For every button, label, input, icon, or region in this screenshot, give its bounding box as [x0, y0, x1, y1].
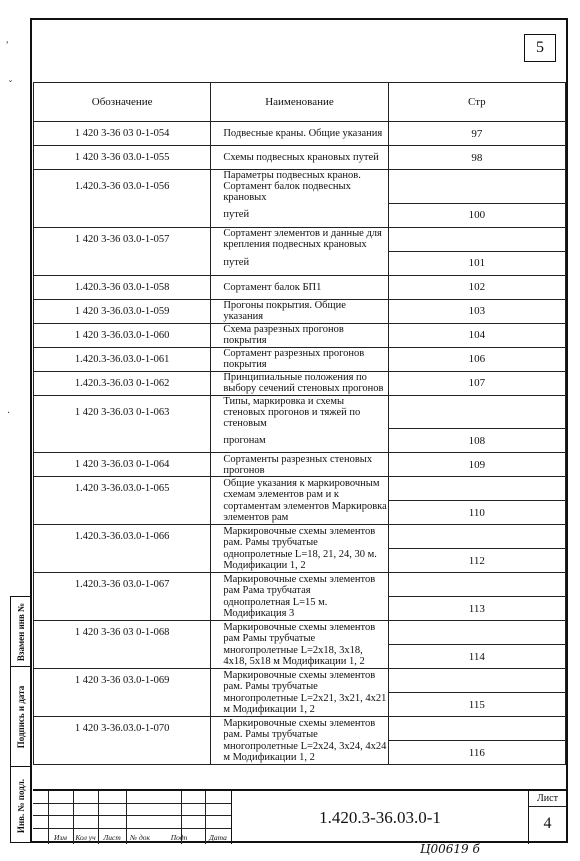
- table-row: [34, 371, 566, 395]
- sidebar-cell-replace: [11, 597, 31, 667]
- row-name: Сортамент элементов и данные для крепления подвесных крановых: [211, 227, 388, 251]
- row-code: 1 420 3-36.03.0-1-059: [34, 299, 211, 323]
- table-row: [34, 645, 566, 669]
- row-code: 1.420.3-36.03 0-1-062: [34, 371, 211, 395]
- stamp-label-izm: Изм: [54, 833, 67, 842]
- table-row: [34, 621, 566, 645]
- row-name: путей: [211, 251, 388, 275]
- stamp-label-list: Лист: [103, 833, 121, 842]
- approval-sidebar: [10, 596, 30, 843]
- column-header-code: Обозначение: [34, 83, 211, 122]
- sidebar-cell-sign: [11, 667, 31, 767]
- table-row: [34, 549, 566, 573]
- table-row: [34, 693, 566, 717]
- row-page: [388, 669, 565, 693]
- table-row: [34, 203, 566, 227]
- row-page: [388, 621, 565, 645]
- row-page: [388, 477, 565, 501]
- row-code: [34, 251, 211, 275]
- row-code: 1 420 3-36 03 0-1-054: [34, 122, 211, 146]
- row-page: 113: [388, 597, 565, 621]
- sidebar-label-inv: Инв. № подл.: [16, 778, 26, 833]
- sidebar-label-replace: Взамен инв №: [16, 602, 26, 661]
- column-header-name: Наименование: [211, 83, 388, 122]
- table-row: [34, 525, 566, 549]
- table-row: [34, 275, 566, 299]
- handwritten-note: Ц00619 б: [420, 842, 480, 856]
- sidebar-label-sign: Подпись и дата: [16, 685, 26, 748]
- row-page: 116: [388, 741, 565, 765]
- row-code: 1 420 3-36 03.0-1-055: [34, 146, 211, 170]
- row-page: 102: [388, 275, 565, 299]
- row-code: 1 420 3-36 03 0-1-068: [34, 621, 211, 645]
- table-row: [34, 323, 566, 347]
- row-name: Принципиальные положения по выбору сечений стеновых прогонов: [211, 371, 388, 395]
- row-page: 106: [388, 347, 565, 371]
- row-name: Маркировочные схемы элементов рам Рама трубчатая: [211, 573, 388, 597]
- row-page: 104: [388, 323, 565, 347]
- row-name: Маркировочные схемы элементов рам. Рамы трубчатые: [211, 525, 388, 549]
- stamp-label-date: Дата: [209, 833, 227, 842]
- row-code: [34, 501, 211, 525]
- stamp-label-sign: Подп: [170, 833, 188, 842]
- table-row: [34, 299, 566, 323]
- row-name: многопролетные L=2x21, 3x21, 4x21 м Модификации 1, 2: [211, 693, 388, 717]
- stamp-label-doc: № док: [130, 833, 150, 842]
- row-name: путей: [211, 203, 388, 227]
- row-page: 98: [388, 146, 565, 170]
- row-code: 1.420.3-36 03.0-1-067: [34, 573, 211, 597]
- row-page: 107: [388, 371, 565, 395]
- row-code: 1 420 3-36 03.0-1-057: [34, 227, 211, 251]
- sheet-number: 4: [543, 815, 552, 832]
- row-page: [388, 170, 565, 204]
- row-name: Сортамент разрезных прогонов покрытия: [211, 347, 388, 371]
- margin-mark: ˇ: [8, 80, 13, 91]
- row-code: 1.420.3-36.03.0-1-061: [34, 347, 211, 371]
- row-page: 103: [388, 299, 565, 323]
- stamp-label-kol: Кол уч: [75, 833, 96, 842]
- row-name: Маркировочные схемы элементов рам. Рамы трубчатые: [211, 669, 388, 693]
- row-page: [388, 525, 565, 549]
- table-row: [34, 669, 566, 693]
- title-block-grid: [33, 791, 231, 844]
- row-code: 1.420 3-36.03.0-1-065: [34, 477, 211, 501]
- row-code: 1 420 3-36.03.0-1-070: [34, 717, 211, 741]
- row-name: Сортаменты разрезных стеновых прогонов: [211, 453, 388, 477]
- row-name: Сортамент балок БП1: [211, 275, 388, 299]
- table-row: [34, 501, 566, 525]
- column-header-page: Стр: [388, 83, 565, 122]
- row-code: 1 420 3-36.03 0-1-064: [34, 453, 211, 477]
- row-name: сортаментам элементов Маркировка элементов рам: [211, 501, 388, 525]
- row-name: Подвесные краны. Общие указания: [211, 122, 388, 146]
- row-name: Схемы подвесных крановых путей: [211, 146, 388, 170]
- row-page: 110: [388, 501, 565, 525]
- row-code: [34, 549, 211, 573]
- row-page: 108: [388, 429, 565, 453]
- row-page: 101: [388, 251, 565, 275]
- row-name: Маркировочные схемы элементов рам Рамы трубчатые: [211, 621, 388, 645]
- row-code: [34, 429, 211, 453]
- row-page: [388, 717, 565, 741]
- page-number-top: 5: [524, 34, 556, 62]
- row-code: 1.420.3-36 03.0-1-056: [34, 170, 211, 204]
- row-page: 97: [388, 122, 565, 146]
- row-name: Общие указания к маркировочным схемам элементов рам и к: [211, 477, 388, 501]
- sheet-label: Лист: [529, 791, 566, 807]
- contents-table: [33, 82, 566, 765]
- row-page: [388, 227, 565, 251]
- table-row: [34, 477, 566, 501]
- row-code: 1 420 3-36.03 0-1-063: [34, 395, 211, 429]
- row-name: Маркировочные схемы элементов рам. Рамы трубчатые: [211, 717, 388, 741]
- row-page: 109: [388, 453, 565, 477]
- table-row: [34, 573, 566, 597]
- row-code: 1.420.3-36 03.0-1-058: [34, 275, 211, 299]
- row-name: многопролетные L=2x18, 3x18, 4x18, 5x18 м Модификации 1, 2: [211, 645, 388, 669]
- row-name: Схема разрезных прогонов покрытия: [211, 323, 388, 347]
- row-code: 1 420 3-36.03.0-1-060: [34, 323, 211, 347]
- row-name: Параметры подвесных кранов. Сортамент балок подвесных крановых: [211, 170, 388, 204]
- document-designation: 1.420.3-36.03.0-1: [231, 791, 528, 844]
- sidebar-cell-inv: [11, 767, 31, 844]
- table-row: [34, 741, 566, 765]
- table-row: [34, 251, 566, 275]
- title-block: [33, 789, 566, 844]
- sheet-box: [528, 791, 566, 844]
- row-name: однопролетные L=18, 21, 24, 30 м. Модификации 1, 2: [211, 549, 388, 573]
- row-code: 1 420 3-36 03.0-1-069: [34, 669, 211, 693]
- row-page: 112: [388, 549, 565, 573]
- row-name: прогонам: [211, 429, 388, 453]
- row-name: многопролетные L=2x24, 3x24, 4x24 м Модификации 1, 2: [211, 741, 388, 765]
- row-page: 100: [388, 203, 565, 227]
- table-row: [34, 227, 566, 251]
- row-code: [34, 203, 211, 227]
- table-row: [34, 122, 566, 146]
- row-code: [34, 741, 211, 765]
- row-code: [34, 693, 211, 717]
- table-row: [34, 453, 566, 477]
- row-code: 1.420.3-36.03.0-1-066: [34, 525, 211, 549]
- table-row: [34, 597, 566, 621]
- row-page: 115: [388, 693, 565, 717]
- row-code: [34, 645, 211, 669]
- table-row: [34, 347, 566, 371]
- row-page: [388, 395, 565, 429]
- row-code: [34, 597, 211, 621]
- row-name: Типы, маркировка и схемы стеновых прогонов и тяжей по стеновым: [211, 395, 388, 429]
- row-name: Прогоны покрытия. Общие указания: [211, 299, 388, 323]
- table-row: [34, 146, 566, 170]
- table-row: [34, 717, 566, 741]
- row-page: [388, 573, 565, 597]
- row-page: 114: [388, 645, 565, 669]
- margin-mark: ˒: [6, 38, 10, 49]
- margin-mark: ·: [7, 408, 11, 419]
- table-row: [34, 429, 566, 453]
- row-name: однопролетная L=15 м. Модификация 3: [211, 597, 388, 621]
- table-row: [34, 395, 566, 429]
- table-row: [34, 170, 566, 204]
